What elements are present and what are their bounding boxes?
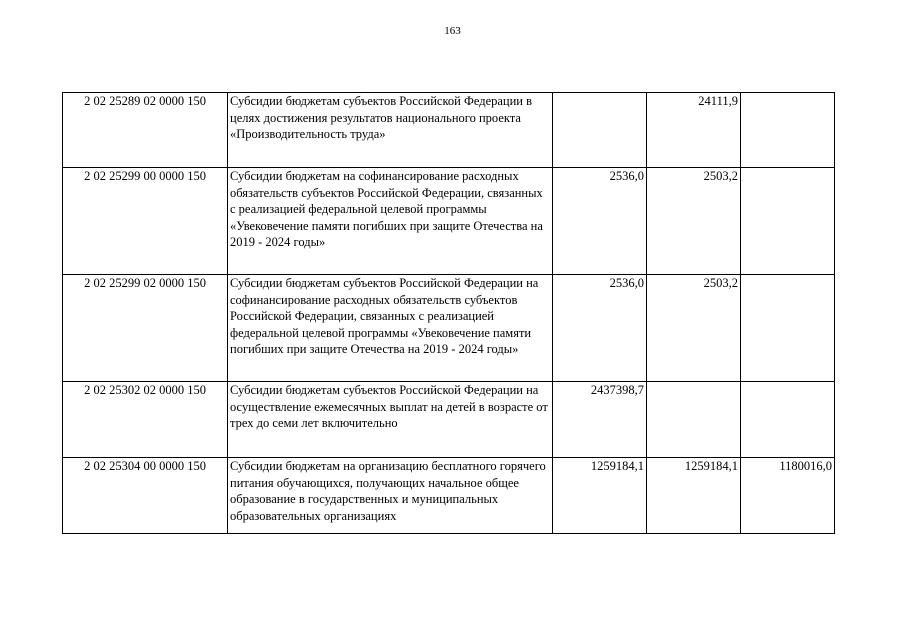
budget-table <box>62 92 835 534</box>
row-description: Субсидии бюджетам субъектов Российской Федерации на софинансирование расходных обязательств субъектов Российской Федерации, связанных с реализацией федеральной целевой программы «Увековечение памяти погибших при защите Отечества на 2019 - 2024 годы» <box>228 275 553 382</box>
row-value-2 <box>647 382 741 458</box>
row-value-2: 1259184,1 <box>647 458 741 534</box>
row-code: 2 02 25302 02 0000 150 <box>63 382 228 458</box>
table-row <box>63 168 835 275</box>
row-value-3 <box>741 93 835 168</box>
page-number: 163 <box>444 25 461 37</box>
row-value-1: 2536,0 <box>553 275 647 382</box>
row-code: 2 02 25289 02 0000 150 <box>63 93 228 168</box>
row-value-2: 2503,2 <box>647 275 741 382</box>
row-description: Субсидии бюджетам субъектов Российской Федерации в целях достижения результатов национального проекта «Производительность труда» <box>228 93 553 168</box>
row-value-1: 2536,0 <box>553 168 647 275</box>
row-value-2: 24111,9 <box>647 93 741 168</box>
row-value-3 <box>741 168 835 275</box>
row-value-2: 2503,2 <box>647 168 741 275</box>
row-code: 2 02 25299 00 0000 150 <box>63 168 228 275</box>
table-row <box>63 458 835 534</box>
row-value-1 <box>553 93 647 168</box>
table-row <box>63 275 835 382</box>
row-code: 2 02 25304 00 0000 150 <box>63 458 228 534</box>
row-value-3: 1180016,0 <box>741 458 835 534</box>
row-value-1: 2437398,7 <box>553 382 647 458</box>
row-description: Субсидии бюджетам на организацию бесплатного горячего питания обучающихся, получающих начальное общее образование в государственных и муниципальных образовательных организациях <box>228 458 553 534</box>
table-row <box>63 382 835 458</box>
row-value-1: 1259184,1 <box>553 458 647 534</box>
row-description: Субсидии бюджетам на софинансирование расходных обязательств субъектов Российской Федерации, связанных с реализацией федеральной целевой программы «Увековечение памяти погибших при защите Отечества на 2019 - 2024 годы» <box>228 168 553 275</box>
row-value-3 <box>741 382 835 458</box>
row-description: Субсидии бюджетам субъектов Российской Федерации на осуществление ежемесячных выплат на детей в возрасте от трех до семи лет включительно <box>228 382 553 458</box>
row-code: 2 02 25299 02 0000 150 <box>63 275 228 382</box>
table-row <box>63 93 835 168</box>
row-value-3 <box>741 275 835 382</box>
